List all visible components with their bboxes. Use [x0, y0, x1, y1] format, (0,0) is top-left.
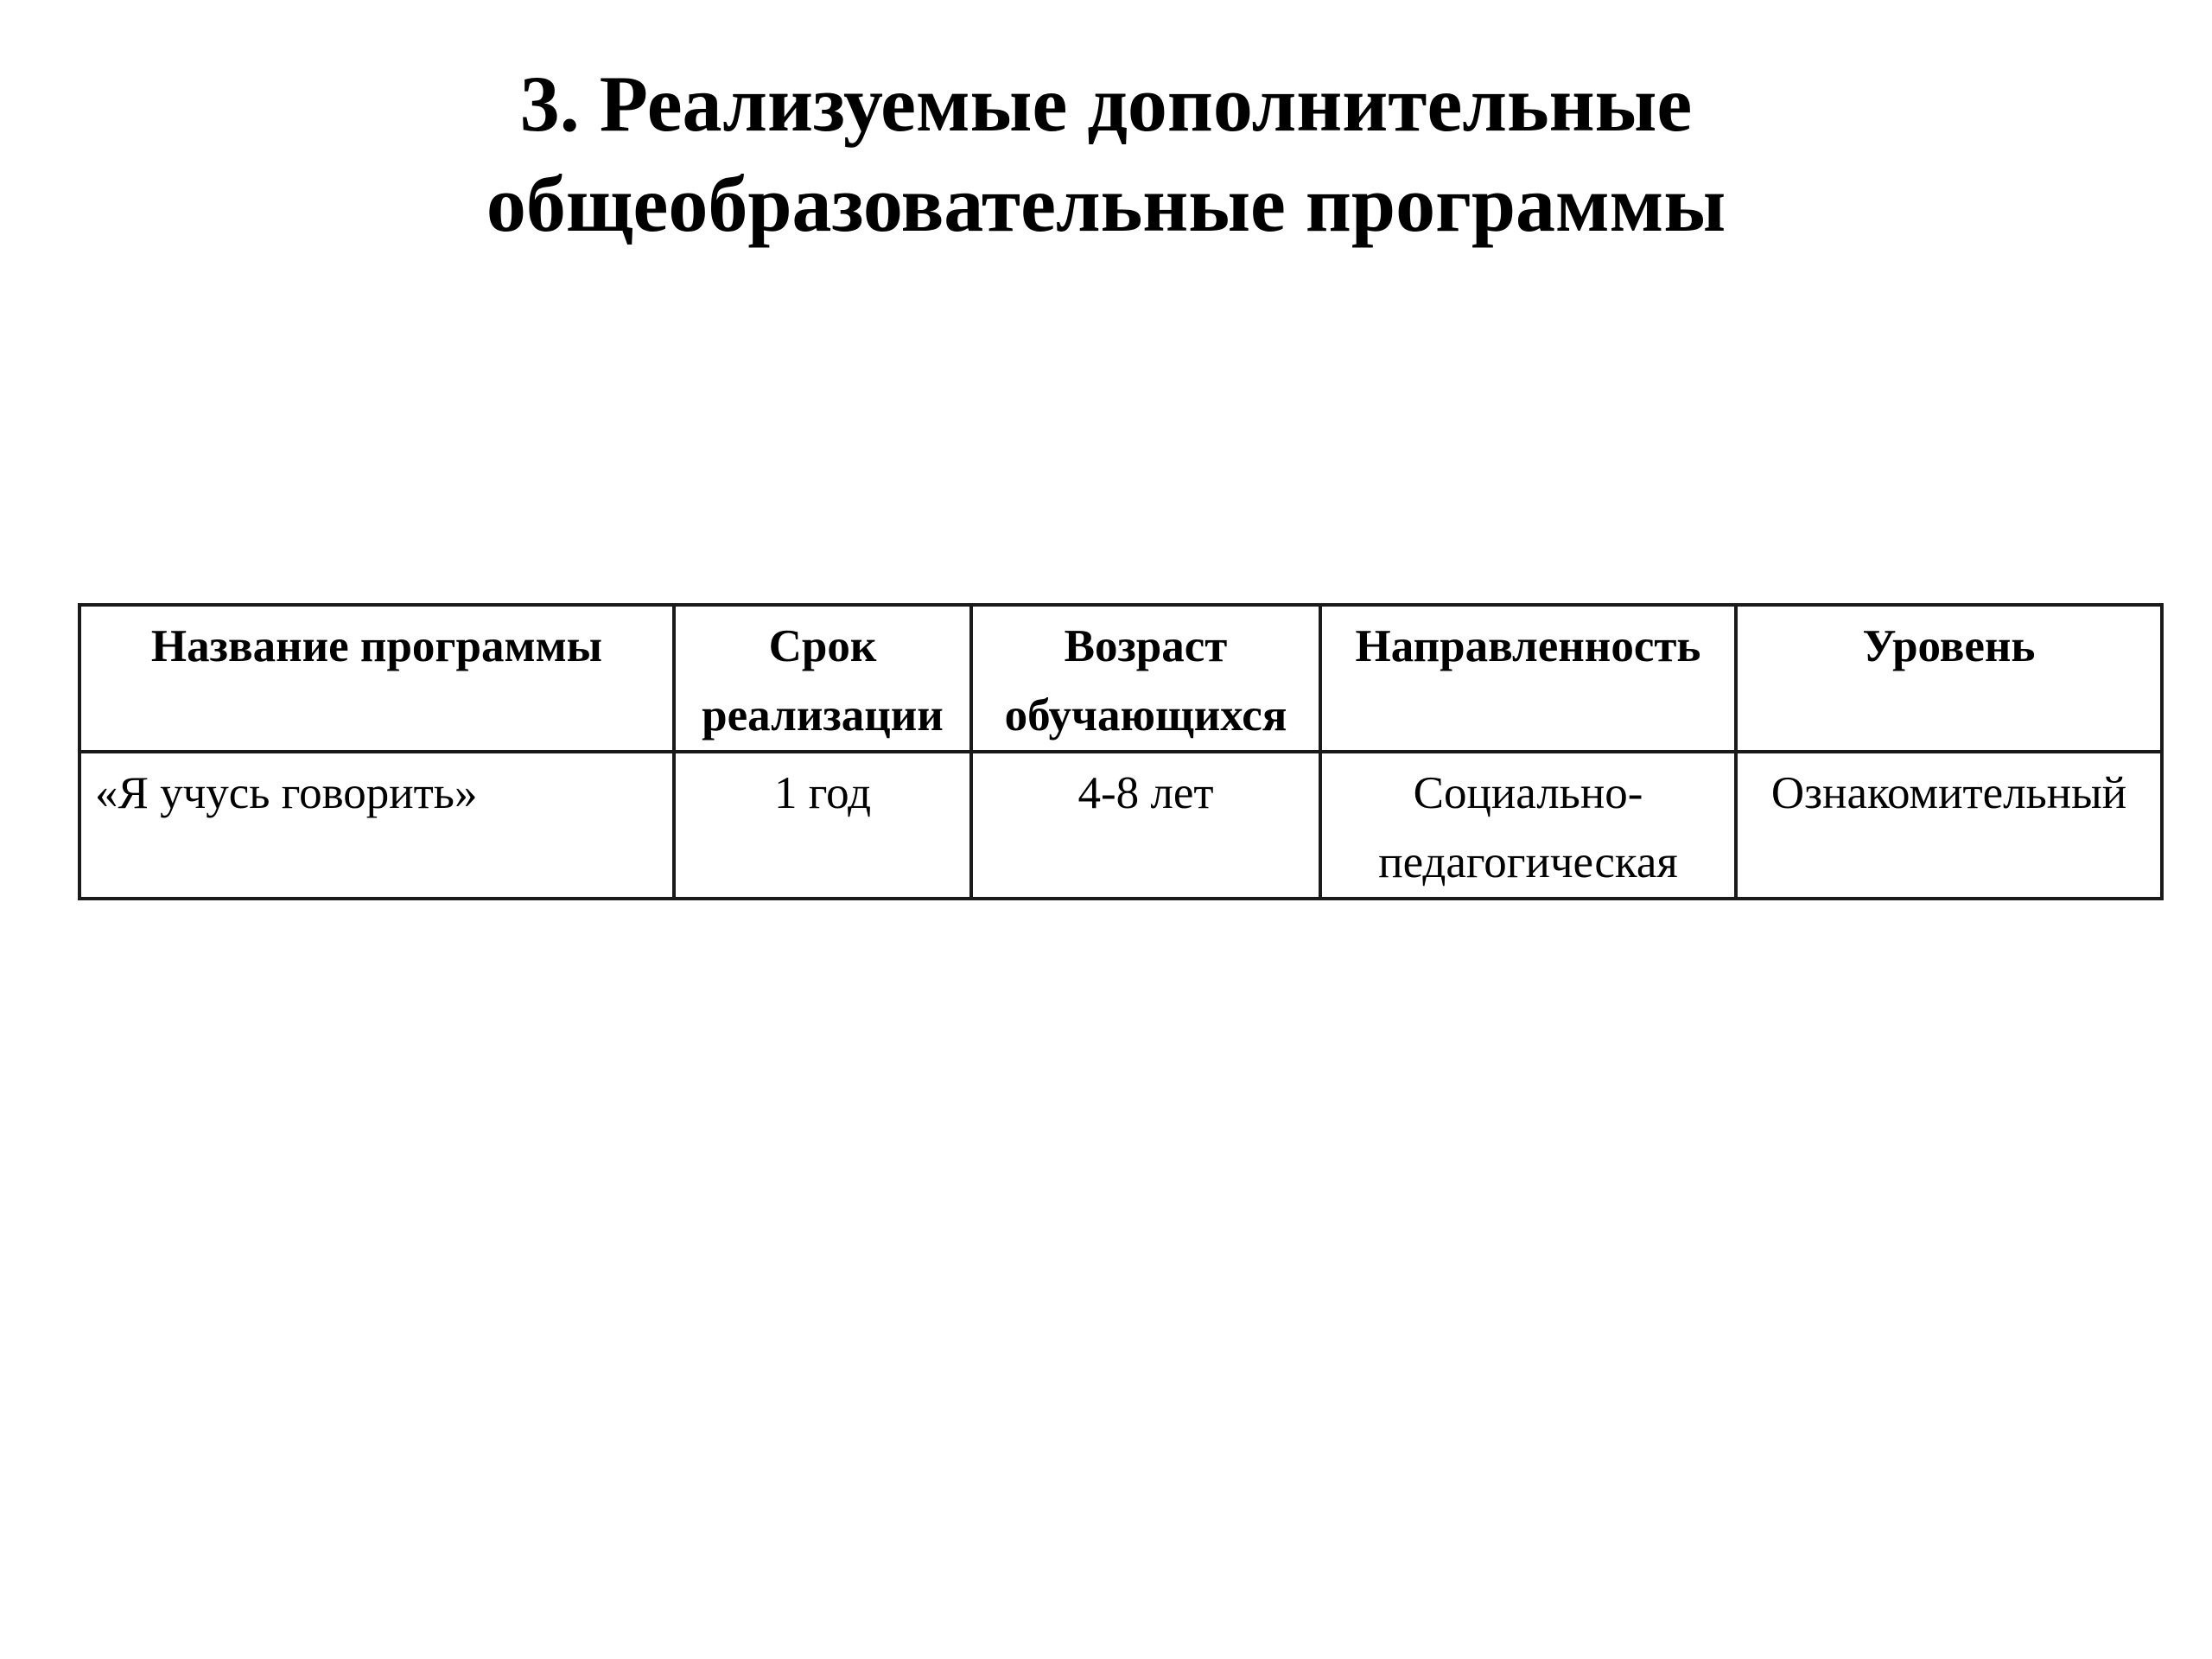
cell-level: [1736, 752, 2162, 899]
cell-direction: [1320, 752, 1736, 899]
slide-title-line-1: 3. Реализуемые дополнительные: [519, 60, 1693, 148]
programs-table: [78, 603, 2164, 900]
cell-direction-line-1: Социально-: [1413, 768, 1643, 818]
cell-level-text: Ознакомительный: [1770, 768, 2127, 818]
header-direction: [1320, 605, 1736, 752]
cell-age-text: 4-8 лет: [1077, 768, 1214, 818]
cell-term-text: 1 год: [773, 768, 872, 818]
cell-term: [674, 752, 971, 899]
header-program-name-text: Название программы: [150, 621, 603, 671]
header-program-name: [79, 605, 674, 752]
header-term-line-1: Срок: [768, 621, 877, 671]
header-term: [674, 605, 971, 752]
cell-age: [971, 752, 1320, 899]
header-age-line-1: Возраст: [1064, 621, 1228, 671]
cell-program-name-text: «Я учусь говорить»: [95, 768, 478, 818]
table-header-row: [79, 605, 2162, 752]
slide-title: [0, 54, 2212, 254]
header-age: [971, 605, 1320, 752]
header-direction-text: Направленность: [1355, 621, 1701, 671]
header-level-text: Уровень: [1862, 621, 2036, 671]
cell-program-name: [79, 752, 674, 899]
slide-title-line-2: общеобразовательные программы: [486, 160, 1726, 248]
cell-direction-line-2: педагогическая: [1378, 837, 1678, 887]
header-level: [1736, 605, 2162, 752]
header-term-line-2: реализации: [702, 690, 944, 741]
header-age-line-2: обучающихся: [1004, 690, 1287, 741]
table-row: [79, 752, 2162, 899]
